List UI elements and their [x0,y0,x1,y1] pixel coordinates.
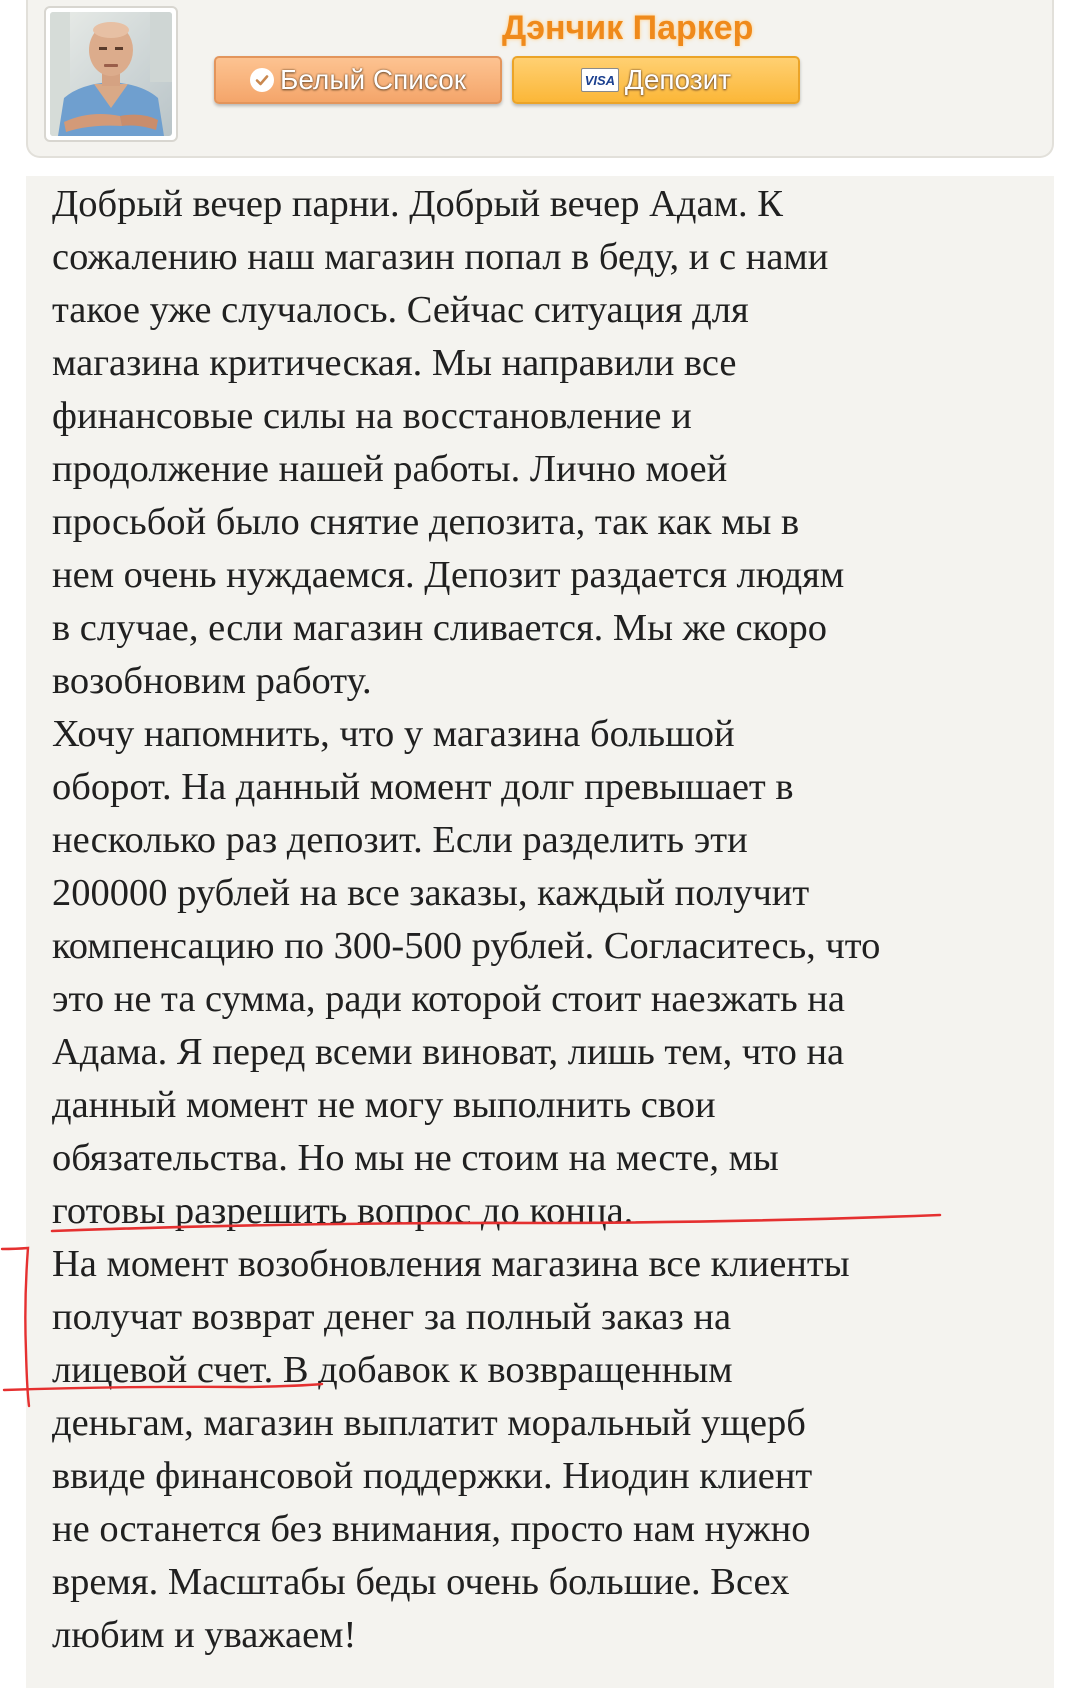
post-text-line: время. Масштабы беды очень большие. Всех [52,1561,790,1603]
username[interactable]: Дэнчик Паркер [502,9,754,47]
visa-card-icon: VISA [581,68,619,92]
post-text [52,178,1042,1662]
post-text-line: просьбой было снятие депозита, так как мы в [52,501,800,543]
whitelist-button[interactable] [214,56,502,104]
post-text-line: не останется без внимания, просто нам нужно [52,1508,811,1550]
post-text-line: получат возврат денег за полный заказ на [52,1296,732,1338]
post-text-line: любим и уважаем! [52,1614,357,1656]
post-text-line: Хочу напомнить, что у магазина большой [52,713,735,755]
post-text-line: финансовые силы на восстановление и [52,395,692,437]
post-text-line: продолжение нашей работы. Лично моей [52,448,728,490]
post-text-line: несколько раз депозит. Если разделить эти [52,819,748,861]
post-text-line: это не та сумма, ради которой стоит наезжать на [52,978,845,1020]
post-text-line: магазина критическая. Мы направили все [52,342,737,384]
post-text-line: в случае, если магазин сливается. Мы же скоро [52,607,828,649]
whitelist-label: Белый Список [279,64,467,95]
post-text-line: 200000 рублей на все заказы, каждый получит [52,872,810,914]
post-text-line: Добрый вечер парни. Добрый вечер Адам. К [52,183,783,225]
post-text-line: деньгам, магазин выплатит моральный ущерб [52,1402,806,1444]
post-text-line: готовы разрешить вопрос до конца. [52,1190,634,1232]
post-text-line: возобновим работу. [52,660,372,702]
deposit-button[interactable] [512,56,800,104]
post-text-line: На момент возобновления магазина все клиенты [52,1243,850,1285]
post-header [26,0,1054,158]
post-text-line: сожалению наш магазин попал в беду, и с нами [52,236,829,278]
deposit-label: Депозит [624,64,732,95]
avatar-photo [50,12,172,136]
post-text-line: лицевой счет. В добавок к возвращенным [52,1349,733,1391]
post-body [26,176,1054,1688]
post-text-line: Адама. Я перед всеми виноват, лишь тем, что на [52,1031,845,1073]
post-text-line: обязательства. Но мы не стоим на месте, мы [52,1137,779,1179]
avatar[interactable] [44,6,178,142]
post-text-line: нем очень нуждаемся. Депозит раздается людям [52,554,845,596]
post-text-line: данный момент не могу выполнить свои [52,1084,716,1126]
post-text-line: ввиде финансовой поддержки. Ниодин клиент [52,1455,813,1497]
post-text-line: компенсацию по 300-500 рублей. Согласитесь, что [52,925,881,967]
post-text-line: оборот. На данный момент долг превышает в [52,766,794,808]
check-circle-icon [250,68,274,92]
post-text-line: такое уже случалось. Сейчас ситуация для [52,289,749,331]
